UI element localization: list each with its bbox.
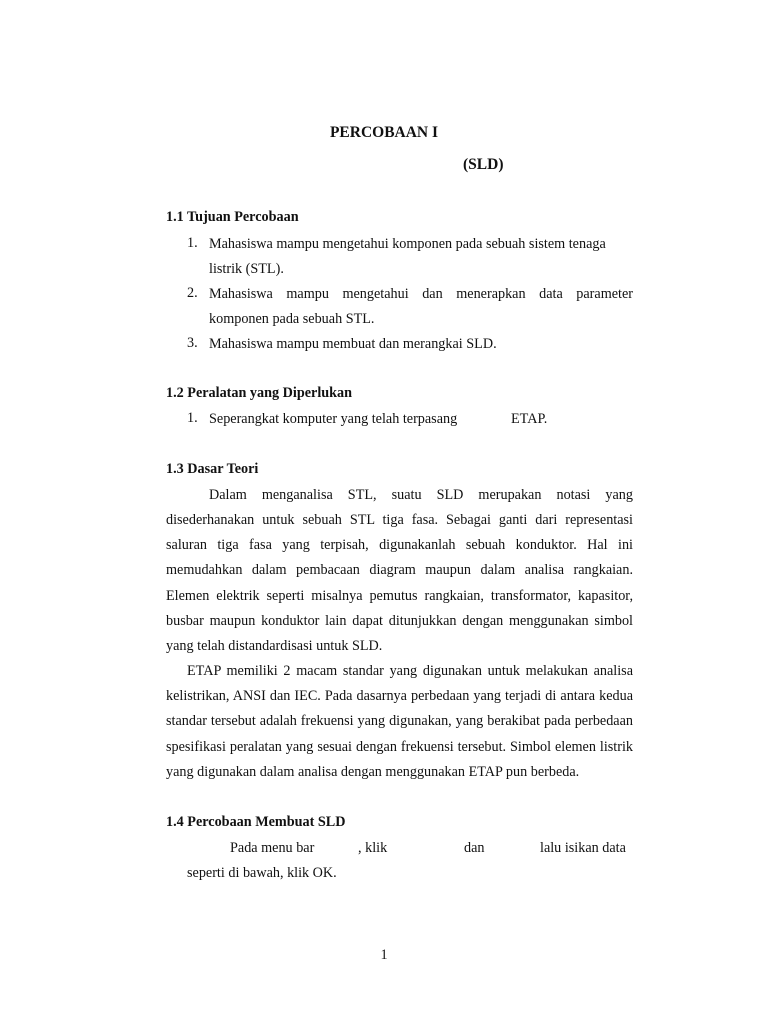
- paragraph-line: memudahkan dalam pembacaan diagram maupun dalam analisa rangkaian.: [166, 562, 633, 578]
- instruction-text: , klik: [358, 840, 388, 856]
- list-item-number: 3.: [187, 335, 198, 351]
- list-item-text-tail: ETAP.: [511, 411, 548, 427]
- paragraph-line: ETAP memiliki 2 macam standar yang digunakan untuk melakukan analisa: [187, 663, 633, 679]
- section-heading-peralatan: 1.2 Peralatan yang Diperlukan: [166, 385, 353, 401]
- paragraph-line: disederhanakan untuk sebuah STL tiga fasa. Sebagai ganti dari representasi: [166, 512, 633, 528]
- paragraph-line: spesifikasi peralatan yang sesuai dengan frekuensi tersebut. Simbol elemen listrik: [166, 739, 633, 755]
- paragraph-line: yang telah distandardisasi untuk SLD.: [166, 638, 383, 654]
- list-item-number: 1.: [187, 410, 198, 426]
- instruction-text: Pada menu bar: [230, 840, 315, 856]
- paragraph-line: yang digunakan dalam analisa dengan menggunakan ETAP pun berbeda.: [166, 764, 580, 780]
- paragraph-line: kelistrikan, ANSI dan IEC. Pada dasarnya perbedaan yang terjadi di antara kedua: [166, 688, 633, 704]
- paragraph-line: busbar maupun konduktor lain dapat ditunjukkan dengan menggunakan simbol: [166, 613, 633, 629]
- instruction-text: seperti di bawah, klik OK.: [187, 865, 337, 881]
- list-item-text: Mahasiswa mampu mengetahui dan menerapkan data parameter: [209, 286, 633, 302]
- instruction-text: lalu isikan data: [540, 840, 626, 856]
- list-item-number: 1.: [187, 235, 198, 251]
- page-number: 1: [380, 947, 388, 963]
- paragraph-line: saluran tiga fasa yang terpisah, digunakanlah sebuah konduktor. Hal ini: [166, 537, 633, 553]
- list-item-text: Seperangkat komputer yang telah terpasang: [209, 411, 458, 427]
- list-item-text: Mahasiswa mampu mengetahui komponen pada sebuah sistem tenaga: [209, 236, 606, 252]
- list-item-text: listrik (STL).: [209, 261, 284, 277]
- paragraph-line: Dalam menganalisa STL, suatu SLD merupakan notasi yang: [209, 487, 633, 503]
- section-heading-dasar-teori: 1.3 Dasar Teori: [166, 461, 259, 477]
- section-heading-percobaan: 1.4 Percobaan Membuat SLD: [166, 814, 346, 830]
- list-item-text: komponen pada sebuah STL.: [209, 311, 375, 327]
- list-item-number: 2.: [187, 285, 198, 301]
- list-item-text: Mahasiswa mampu membuat dan merangkai SLD.: [209, 336, 497, 352]
- page-title: PERCOBAAN I: [329, 124, 439, 141]
- paragraph-line: Elemen elektrik seperti misalnya pemutus rangkaian, transformator, kapasitor,: [166, 588, 633, 604]
- page-subtitle: (SLD): [463, 156, 504, 173]
- section-heading-tujuan: 1.1 Tujuan Percobaan: [166, 209, 299, 225]
- instruction-text: dan: [464, 840, 485, 856]
- paragraph-line: standar tersebut adalah frekuensi yang digunakan, yang berakibat pada perbedaan: [166, 713, 633, 729]
